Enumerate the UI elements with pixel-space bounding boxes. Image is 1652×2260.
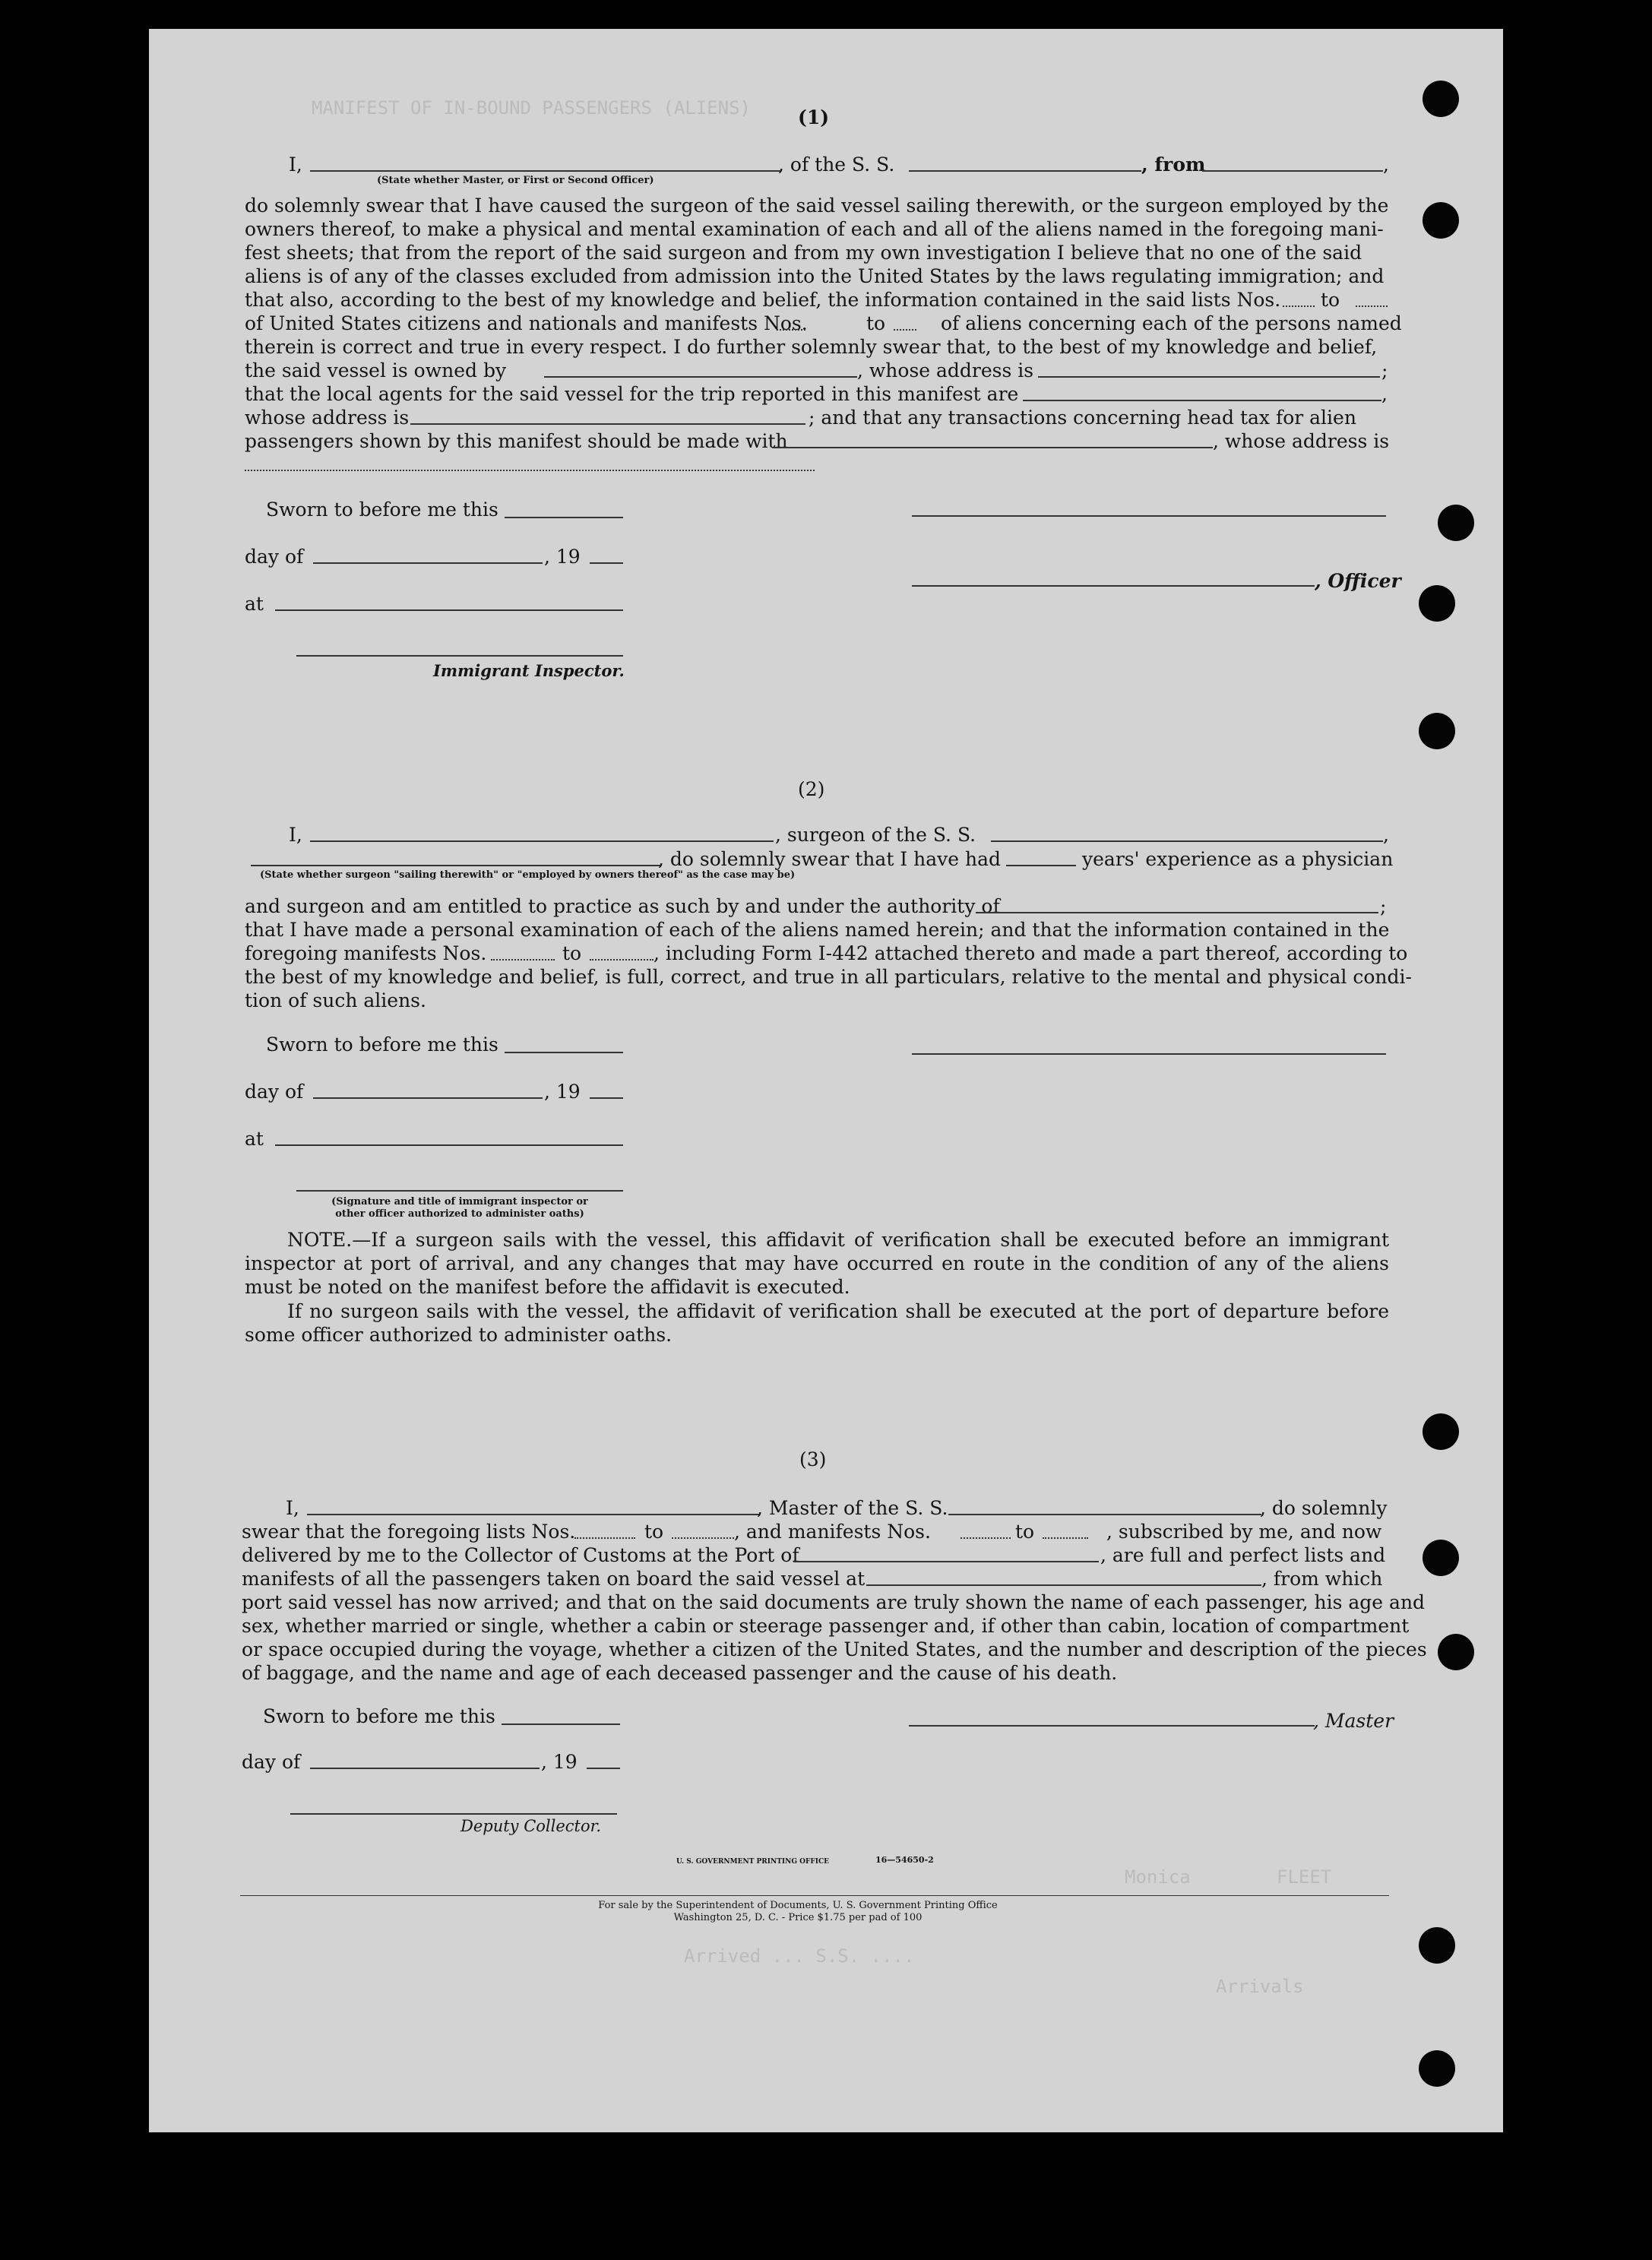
oath-text: , from which: [1261, 1568, 1383, 1590]
oath-text: ,: [1381, 383, 1388, 405]
oath-text: , are full and perfect lists and: [1100, 1544, 1386, 1566]
officer-signature-field[interactable]: [912, 585, 1315, 587]
surgeon-vessel-field[interactable]: [991, 840, 1383, 842]
years-experience-field[interactable]: [1006, 865, 1076, 866]
label-surgeon-of: , surgeon of the S. S.: [775, 824, 976, 846]
oath-text: manifests of all the passengers taken on board the said vessel at: [242, 1568, 866, 1590]
oath-text: the said vessel is owned by: [245, 359, 507, 381]
oath-text: , subscribed by me, and now: [1106, 1521, 1382, 1543]
boarding-port-field[interactable]: [866, 1584, 1261, 1586]
oath-text: aliens is of any of the classes excluded from admission into the United States by the laws regulating immigration; and: [245, 265, 1385, 287]
vessel-name-field[interactable]: [909, 170, 1141, 172]
form-number: 16—54650-2: [875, 1855, 934, 1865]
at-label: at: [245, 593, 264, 615]
label-of-ss: , of the S. S.: [778, 154, 895, 176]
note-paragraph: If no surgeon sails with the vessel, the affidavit of verification shall be executed at the port of departure before some officer authorized to administer oaths.: [245, 1300, 1389, 1346]
oath-text: ;: [1381, 359, 1388, 381]
sworn-label: Sworn to before me this: [263, 1705, 495, 1727]
manifests-from-field[interactable]: [961, 1537, 1011, 1539]
manifest-to-field[interactable]: [894, 329, 916, 331]
oath-text: years' experience as a physician: [1082, 848, 1394, 870]
oath-text: , whose address is: [1213, 430, 1390, 452]
collector-label: Deputy Collector.: [460, 1817, 602, 1835]
oath-text: to: [1321, 289, 1340, 311]
oath-text: tion of such aliens.: [245, 989, 426, 1011]
master-label: , Master: [1313, 1710, 1394, 1732]
list-from-field[interactable]: [1283, 305, 1315, 307]
day-of-label: day of: [242, 1751, 301, 1773]
oath-text: , do solemnly: [1260, 1497, 1388, 1519]
comma: ,: [1383, 824, 1389, 846]
oath-text: ;: [1380, 895, 1387, 917]
year-label: , 19: [541, 1751, 578, 1773]
signature-note: other officer authorized to administer oaths): [335, 1208, 584, 1220]
label-I: I,: [289, 824, 302, 846]
oath-text: of aliens concerning each of the persons named: [941, 312, 1402, 334]
oath-text: of baggage, and the name and age of each deceased passenger and the cause of his death.: [242, 1662, 1118, 1684]
note-paragraph: NOTE.—If a surgeon sails with the vessel, this affidavit of verification shall be executed before an immigrant inspector at port of arrival, and any changes that may have occurred en route in the condition of any of the aliens must be noted on the manifest before the affidavit is executed.: [245, 1229, 1389, 1298]
port-field[interactable]: [793, 1561, 1099, 1562]
label-I: I,: [286, 1497, 299, 1519]
oath-text: ; and that any transactions concerning head tax for alien: [809, 407, 1356, 429]
head-tax-address-field[interactable]: [245, 470, 815, 471]
sworn-date-field[interactable]: [505, 1052, 623, 1053]
oath-text: of United States citizens and nationals and manifests Nos.: [245, 312, 808, 334]
comma: ,: [1383, 154, 1389, 176]
officer-name-field[interactable]: [310, 170, 781, 172]
surgeon-signature-field[interactable]: [912, 1053, 1386, 1055]
day-of-field[interactable]: [313, 1097, 543, 1099]
bleed-through-text: Arrivals: [1216, 1976, 1304, 1997]
punch-hole: [1438, 505, 1474, 541]
punch-hole: [1423, 81, 1459, 117]
year-field[interactable]: [590, 1097, 623, 1099]
oath-text: or space occupied during the voyage, whether a citizen of the United States, and the number and description of the pieces: [242, 1638, 1427, 1660]
from-port-field[interactable]: [1202, 170, 1383, 172]
oath-text: that also, according to the best of my knowledge and belief, the information contained in the said lists Nos.: [245, 289, 1281, 311]
oath-text: and surgeon and am entitled to practice as such by and under the authority of: [245, 895, 1000, 917]
oath-text: that the local agents for the said vessel for the trip reported in this manifest are: [245, 383, 1019, 405]
owner-address-field[interactable]: [1038, 376, 1380, 378]
bleed-through-text: Monica: [1125, 1866, 1191, 1888]
day-of-label: day of: [245, 1081, 304, 1103]
sworn-date-field[interactable]: [505, 517, 623, 518]
printing-office: U. S. GOVERNMENT PRINTING OFFICE: [676, 1858, 830, 1866]
manifests-from-field[interactable]: [491, 959, 555, 961]
sale-notice: Washington 25, D. C. - Price $1.75 per pad of 100: [673, 1912, 923, 1923]
oath-text: foregoing manifests Nos.: [245, 942, 487, 964]
inspector-label: Immigrant Inspector.: [433, 661, 625, 680]
officer-label: , Officer: [1315, 570, 1401, 592]
day-of-label: day of: [245, 546, 304, 568]
officer-signature-line-top[interactable]: [912, 515, 1386, 517]
year-label: , 19: [544, 546, 581, 568]
footer-rule: [240, 1895, 1389, 1896]
punch-hole: [1419, 2050, 1455, 2087]
oath-text: the best of my knowledge and belief, is full, correct, and true in all particulars, relative to the mental and physical condi-: [245, 966, 1412, 988]
section-number: (2): [798, 778, 825, 800]
at-place-field[interactable]: [275, 1144, 623, 1146]
master-name-field[interactable]: [307, 1514, 760, 1515]
day-of-field[interactable]: [310, 1768, 540, 1769]
authority-field[interactable]: [976, 912, 1378, 913]
inspector-signature-field[interactable]: [296, 1190, 623, 1192]
oath-text: to: [1015, 1521, 1035, 1543]
manifests-to-field[interactable]: [1043, 1537, 1088, 1539]
owner-field[interactable]: [544, 376, 857, 378]
oath-text: to: [562, 942, 582, 964]
label-I: I,: [289, 154, 302, 176]
oath-text: delivered by me to the Collector of Customs at the Port of: [242, 1544, 799, 1566]
oath-text: to: [644, 1521, 664, 1543]
year-field[interactable]: [590, 562, 623, 564]
oath-text: to: [866, 312, 886, 334]
punch-hole: [1419, 713, 1455, 749]
punch-hole: [1419, 1927, 1455, 1964]
sworn-label: Sworn to before me this: [266, 499, 498, 521]
oath-text: therein is correct and true in every respect. I do further solemnly swear that, to the best of my knowledge and belief,: [245, 336, 1378, 358]
lists-to-field[interactable]: [672, 1537, 734, 1539]
oath-text: passengers shown by this manifest should be made with: [245, 430, 788, 452]
day-of-field[interactable]: [313, 562, 543, 564]
local-agents-field[interactable]: [1023, 400, 1381, 401]
surgeon-status-field[interactable]: [251, 865, 661, 866]
punch-hole: [1423, 1540, 1459, 1576]
punch-hole: [1423, 1413, 1459, 1450]
head-tax-contact-field[interactable]: [772, 447, 1213, 448]
oath-text: , including Form I-442 attached thereto and made a part thereof, according to: [654, 942, 1408, 964]
year-field[interactable]: [587, 1768, 620, 1769]
officer-note: (State whether Master, or First or Second Officer): [377, 175, 654, 186]
oath-text: owners thereof, to make a physical and mental examination of each and all of the aliens named in the foregoing mani-: [245, 218, 1384, 240]
oath-text: sex, whether married or single, whether a cabin or steerage passenger and, if other than cabin, location of compartment: [242, 1615, 1410, 1637]
surgeon-note: (State whether surgeon "sailing therewith" or "employed by owners thereof" as the case may be): [260, 869, 796, 881]
sworn-date-field[interactable]: [502, 1723, 620, 1725]
surgeon-name-field[interactable]: [310, 840, 774, 842]
manifest-from-field[interactable]: [777, 329, 805, 331]
oath-text: , whose address is: [857, 359, 1034, 381]
signature-note: (Signature and title of immigrant inspector or: [331, 1196, 588, 1208]
oath-text: , do solemnly swear that I have had: [658, 848, 1002, 870]
at-label: at: [245, 1128, 264, 1150]
bleed-through-text: Arrived ... S.S. ....: [684, 1945, 915, 1967]
sworn-label: Sworn to before me this: [266, 1033, 498, 1056]
punch-hole: [1423, 202, 1459, 239]
section-number: (1): [798, 106, 830, 128]
section-number: (3): [799, 1448, 827, 1470]
lists-from-field[interactable]: [574, 1537, 635, 1539]
label-from: , from: [1141, 154, 1206, 176]
oath-text: do solemnly swear that I have caused the surgeon of the said vessel sailing therewith, or the surgeon employed by the: [245, 195, 1389, 217]
bleed-through-text: MANIFEST OF IN-BOUND PASSENGERS (ALIENS): [312, 97, 751, 119]
list-to-field[interactable]: [1356, 305, 1388, 307]
oath-text: , and manifests Nos.: [734, 1521, 931, 1543]
master-signature-field[interactable]: [909, 1725, 1315, 1727]
oath-text: port said vessel has now arrived; and that on the said documents are truly shown the name of each passenger, his age and: [242, 1591, 1426, 1613]
label-master-of: , Master of the S. S.: [757, 1497, 948, 1519]
manifests-to-field[interactable]: [590, 959, 654, 961]
oath-text: whose address is: [245, 407, 410, 429]
inspector-signature-field[interactable]: [296, 655, 623, 657]
bleed-through-text: FLEET: [1277, 1866, 1332, 1888]
punch-hole: [1438, 1634, 1474, 1670]
agents-address-field[interactable]: [410, 423, 805, 425]
oath-text: swear that the foregoing lists Nos.: [242, 1521, 576, 1543]
oath-text: fest sheets; that from the report of the said surgeon and from my own investigation I believe that no one of the said: [245, 242, 1362, 264]
at-place-field[interactable]: [275, 609, 623, 611]
master-vessel-field[interactable]: [948, 1514, 1261, 1515]
sale-notice: For sale by the Superintendent of Documents, U. S. Government Printing Office: [598, 1900, 998, 1911]
year-label: , 19: [544, 1081, 581, 1103]
punch-hole: [1419, 585, 1455, 622]
oath-text: that I have made a personal examination of each of the aliens named herein; and that the information contained in the: [245, 919, 1390, 941]
